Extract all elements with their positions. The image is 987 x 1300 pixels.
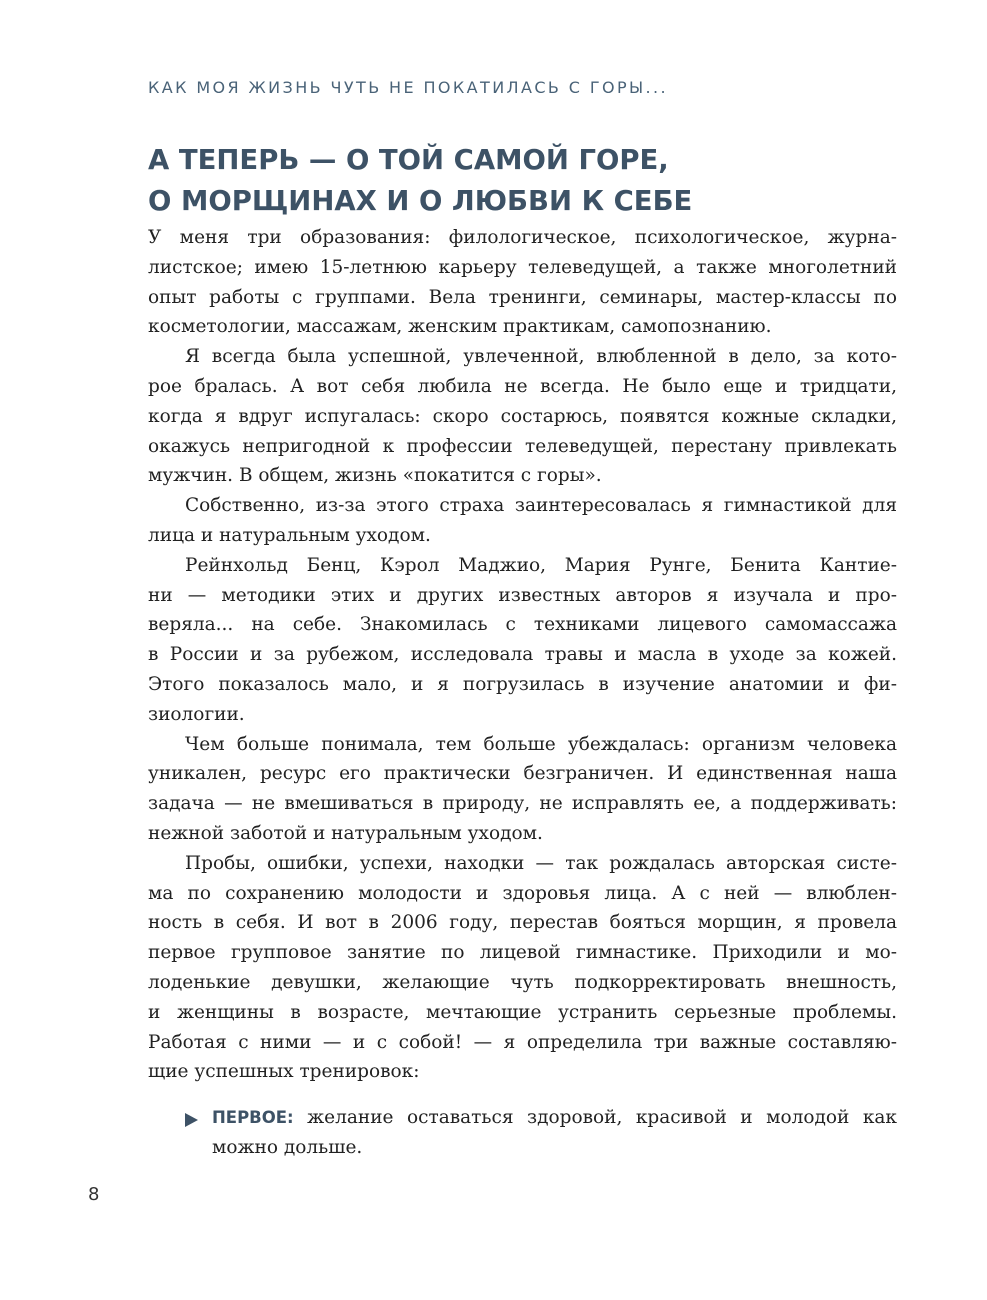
text-line: ма по сохранению молодости и здоровья лица. А с ней — влюблен- (148, 882, 897, 904)
paragraph (148, 491, 897, 551)
text-line: Пробы, ошибки, успехи, находки — так рождалась авторская систе- (185, 852, 897, 874)
paragraph (148, 223, 897, 342)
body-text (148, 223, 897, 1163)
text-line: лица и натуральным уходом. (148, 524, 431, 546)
text-line: мужчин. В общем, жизнь «покатится с горы». (148, 465, 602, 487)
text-line: лоденькие девушки, желающие чуть подкорректировать внешность, (148, 971, 897, 993)
page-number: 8 (88, 1184, 100, 1205)
text-line: Этого показалось мало, и я погрузилась в изучение анатомии и фи- (148, 673, 897, 695)
text-line: У меня три образования: филологическое, психологическое, журна- (148, 227, 897, 248)
text-line: косметологии, массажам, женским практикам, самопознанию. (148, 316, 772, 338)
paragraph (148, 730, 897, 849)
text-line: окажусь непригодной к профессии телеведущей, перестану привлекать (148, 435, 897, 457)
text-line: первое групповое занятие по лицевой гимнастике. Приходили и мо- (148, 942, 897, 964)
text-line: щие успешных тренировок: (148, 1061, 420, 1083)
text-line: рое бралась. А вот себя любила не всегда. Не было еще и тридцати, (148, 375, 897, 397)
text-line: когда я вдруг испугалась: скоро состарюсь, появятся кожные складки, (148, 405, 897, 427)
text-line: Рейнхольд Бенц, Кэрол Маджио, Мария Рунге, Бенита Кантие- (185, 554, 897, 576)
text-line: Собственно, из-за этого страха заинтересовалась я гимнастикой для (185, 495, 897, 517)
bullet-line (212, 1103, 897, 1133)
text-line: листское; имею 15-летнюю карьеру телеведущей, а также многолетний (148, 256, 897, 278)
text-line: нежной заботой и натуральным уходом. (148, 822, 543, 844)
text-line: зиологии. (148, 703, 245, 725)
section-title (148, 140, 868, 222)
section-title-line: А ТЕПЕРЬ — О ТОЙ САМОЙ ГОРЕ, (148, 144, 669, 176)
text-line: опыт работы с группами. Вела тренинги, семинары, мастер-классы по (148, 286, 897, 308)
text-line: Чем больше понимала, тем больше убеждалась: организм человека (185, 733, 897, 755)
section-title-line: О МОРЩИНАХ И О ЛЮБВИ К СЕБЕ (148, 185, 693, 217)
running-head: КАК МОЯ ЖИЗНЬ ЧУТЬ НЕ ПОКАТИЛАСЬ С ГОРЫ... (148, 78, 669, 97)
paragraph (148, 551, 897, 730)
bullet-item (148, 1103, 897, 1163)
paragraph (148, 849, 897, 1087)
triangle-right-icon (185, 1113, 198, 1127)
bullet-label: ПЕРВОЕ: (212, 1108, 294, 1128)
text-line: в России и за рубежом, исследовала травы и масла в уходе за кожей. (148, 644, 897, 666)
paragraph (148, 342, 897, 491)
bullet-text: желание оставаться здоровой, красивой и молодой как (307, 1107, 897, 1129)
text-line: Я всегда была успешной, увлеченной, влюбленной в дело, за кото- (185, 346, 897, 368)
bullet-line: можно дольше. (212, 1136, 363, 1158)
text-line: Работая с ними — и с собой! — я определила три важные составляю- (148, 1031, 897, 1053)
text-line: и женщины в возрасте, мечтающие устранить серьезные проблемы. (148, 1001, 897, 1023)
text-line: задача — не вмешиваться в природу, не исправлять ее, а поддерживать: (148, 793, 897, 815)
text-line: веряла... на себе. Знакомилась с техниками лицевого самомассажа (148, 614, 897, 636)
text-line: ни — методики этих и других известных авторов я изучала и про- (148, 584, 897, 606)
text-line: уникален, ресурс его практически безграничен. И единственная наша (148, 763, 897, 785)
text-line: ность в себя. И вот в 2006 году, перестав бояться морщин, я провела (148, 912, 897, 934)
